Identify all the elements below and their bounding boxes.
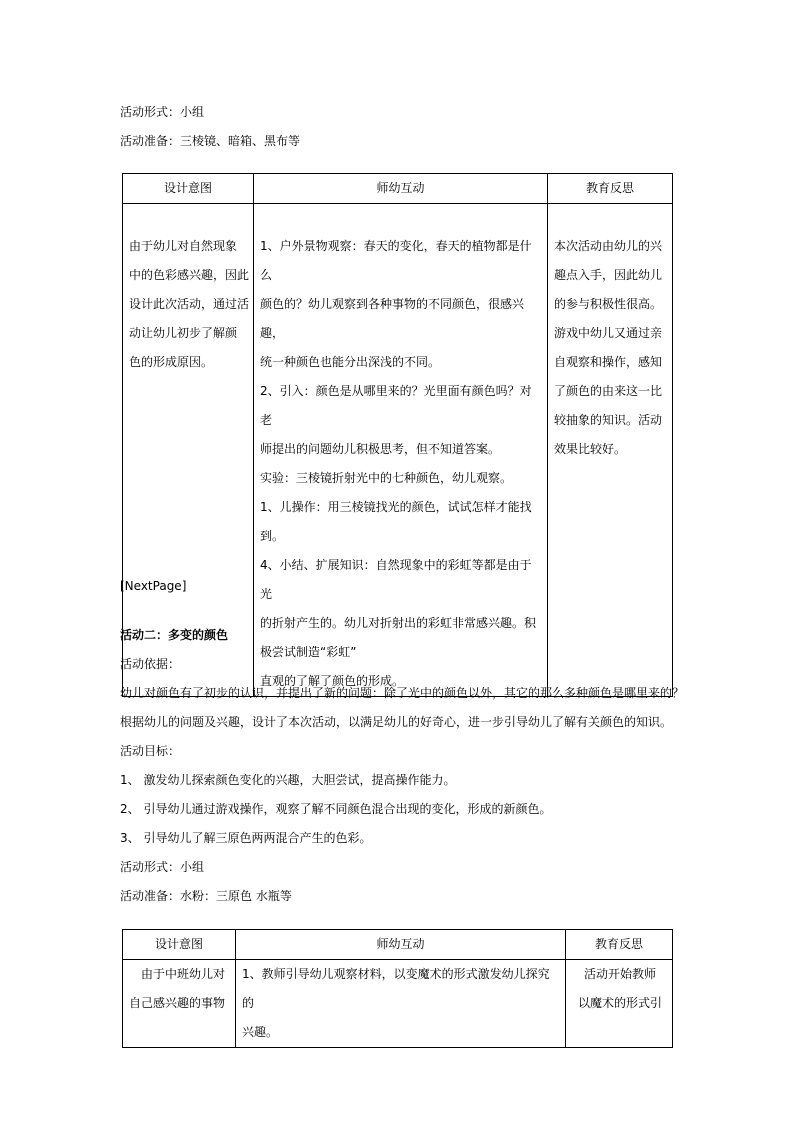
activity2-basis-label: 活动依据： [120, 657, 181, 671]
activity2-basis-line: 根据幼儿的问题及兴趣，设计了本次活动，以满足幼儿的好奇心，进一步引导幼儿了解有关颜色的知识。 [120, 715, 673, 729]
table2-interaction-cell: 1、教师引导幼儿观察材料，以变魔术的形式激发幼儿探究的 兴趣。 [236, 960, 566, 1048]
activity2-form-line: 活动形式：小组 [120, 860, 205, 874]
table1-reflection-cell: 本次活动由幼儿的兴 趣点入手，因此幼儿 的参与积极性很高。 游戏中幼儿又通过亲 自观察和操作，感知 了颜色的由来这一比 较抽象的知识。活动 效果比较好。 [548, 204, 673, 697]
activity2-basis-line: 幼儿对颜色有了初步的认识，并提出了新的问题：除了光中的颜色以外，其它的那么多种颜色是哪里来的？ [120, 686, 685, 700]
table2-header-interaction: 师幼互动 [236, 930, 566, 960]
table2-design-cell: 由于中班幼儿对 自己感兴趣的事物 [123, 960, 236, 1048]
activity2-prep-line: 活动准备：水粉：三原色 水瓶等 [120, 889, 292, 903]
activity2-goal-item: 2、 引导幼儿通过游戏操作，观察了解不同颜色混合出现的变化，形成的新颜色。 [120, 802, 552, 816]
table2-reflection-cell: 活动开始教师 以魔术的形式引 [566, 960, 673, 1048]
activity1-table [122, 173, 673, 697]
activity2-goal-item: 1、 激发幼儿探索颜色变化的兴趣，大胆尝试，提高操作能力。 [120, 773, 456, 787]
table1-interaction-cell: 1、户外景物观察：春天的变化，春天的植物都是什么 颜色的？幼儿观察到各种事物的不同颜色，很感兴趣， 统一种颜色也能分出深浅的不同。 2、引入：颜色是从哪里来的？光里面有颜色吗？对老 师提出的问题幼儿积极思考，但不知道答案。 实验：三棱镜折射光中的七种颜色，幼儿观察。 1、儿操作：用三棱镜找光的颜色，试试怎样才能找到。 4、小结、扩展知识：自然现象中的彩虹等都是由于光 的折射产生的。幼儿对折射出的彩虹非常感兴趣。积 极尝试制造“彩虹” 直观的了解了颜色的形成。 [254, 204, 548, 697]
table1-header-reflection: 教育反思 [548, 174, 673, 204]
activity2-table [122, 929, 673, 1048]
activity2-goal-item: 3、 引导幼儿了解三原色两两混合产生的色彩。 [120, 831, 372, 845]
activity-form-line: 活动形式：小组 [120, 105, 205, 119]
table1-header-interaction: 师幼互动 [254, 174, 548, 204]
table1-header-design: 设计意图 [123, 174, 254, 204]
table2-header-design: 设计意图 [123, 930, 236, 960]
activity-prep-line: 活动准备：三棱镜、暗箱、黑布等 [120, 134, 301, 148]
table2-header-reflection: 教育反思 [566, 930, 673, 960]
next-page-marker: [NextPage] [120, 579, 187, 593]
activity2-goals-label: 活动目标： [120, 744, 181, 758]
table1-design-cell: 由于幼儿对自然现象 中的色彩感兴趣，因此 设计此次活动，通过活 动让幼儿初步了解颜 色的形成原因。 [123, 204, 254, 697]
activity2-title: 活动二：多变的颜色 [120, 628, 229, 642]
